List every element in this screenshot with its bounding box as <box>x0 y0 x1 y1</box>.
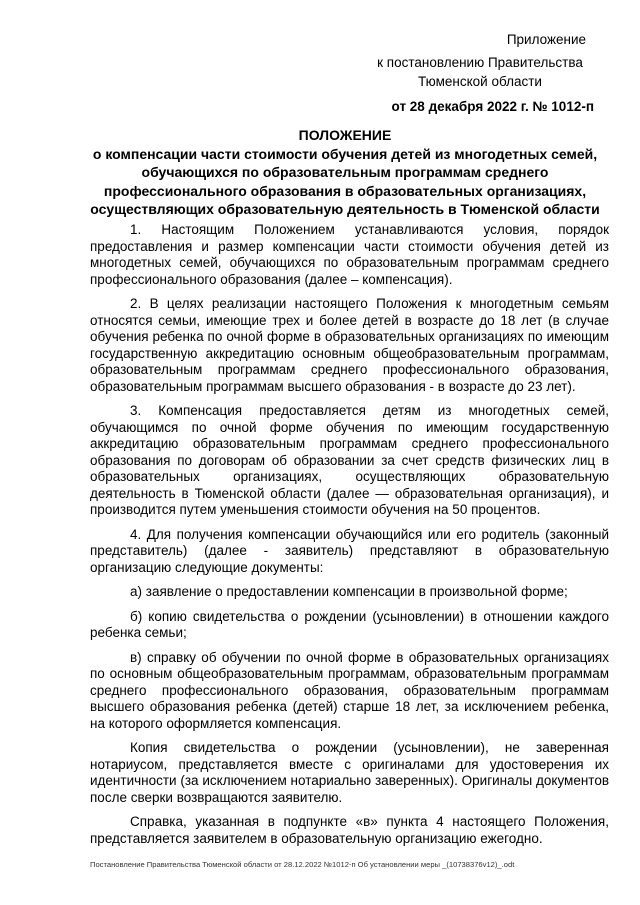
paragraph-3: 3. Компенсация предоставляется детям из многодетных семей, обучающимся по очной форме обучения по имеющим государственную аккредитацию образовательным программам среднего профессионального образования по договорам об образовании за счет средств физических лиц в образовательных организациях, осуществляющих образовательную деятельность в Тюменской области (далее — образовательная организация), и производится путем уменьшения стоимости обучения на 50 процентов. <box>90 403 609 517</box>
title-subtitle: о компенсации части стоимости обучения детей из многодетных семей, обучающихся по образовательным программам среднего профессионального образования в образовательных организациях, осуществляющих образовательную деятельность в Тюменской области <box>90 145 600 217</box>
paragraph-2: 2. В целях реализации настоящего Положения к многодетным семьям относятся семьи, имеющие трех и более детей в возрасте до 18 лет (в случае обучения ребенка по очной форме в образовательных организациях по имеющим государственную аккредитацию основным общеобразовательным программам, образовательным программам среднего профессионального образования, образовательным программам высшего образования - в возрасте до 23 лет). <box>90 296 609 394</box>
document-title <box>80 126 610 219</box>
appendix-label: Приложение <box>506 32 586 47</box>
paragraph-4c: в) справку об обучении по очной форме в образовательных организациях по основным общеобразовательным программам, образовательным программам среднего профессионального образования, образовательным программам высшего образования ребенка (детей) старше 18 лет, за исключением ребенка, на которого оформляется компенсация. <box>90 649 609 731</box>
paragraph-certificate-note: Справка, указанная в подпункте «в» пункта 4 настоящего Положения, представляется заявителем в образовательную организацию ежегодно. <box>90 814 609 846</box>
appendix-date-number: от 28 декабря 2022 г. № 1012-п <box>391 99 594 114</box>
paragraph-1: 1. Настоящим Положением устанавливаются условия, порядок предоставления и размер компенсации части стоимости обучения детей из многодетных семей, обучающихся по образовательным программам среднего профессионального образования (далее – компенсация). <box>90 222 609 287</box>
page-footer: Постановление Правительства Тюменской области от 28.12.2022 №1012-п Об установлении меры _(10738376v12)_.odt <box>90 860 515 869</box>
appendix-header <box>360 30 600 116</box>
paragraph-copy-note: Копия свидетельства о рождении (усыновлении), не заверенная нотариусом, представляется вместе с оригиналами для удостоверения их идентичности (за исключением нотариально заверенных). Оригиналы документов после сверки возвращаются заявителю. <box>90 740 609 805</box>
paragraph-4: 4. Для получения компенсации обучающийся или его родитель (законный представитель) (далее - заявитель) представляют в образовательную организацию следующие документы: <box>90 526 609 575</box>
paragraph-4b: б) копию свидетельства о рождении (усыновлении) в отношении каждого ребенка семьи; <box>90 608 609 640</box>
appendix-resolution: к постановлению Правительства Тюменской области <box>377 55 583 89</box>
title-heading: ПОЛОЖЕНИЕ <box>298 127 392 143</box>
document-body <box>90 222 609 855</box>
paragraph-4a: а) заявление о предоставлении компенсации в произвольной форме; <box>130 584 568 599</box>
